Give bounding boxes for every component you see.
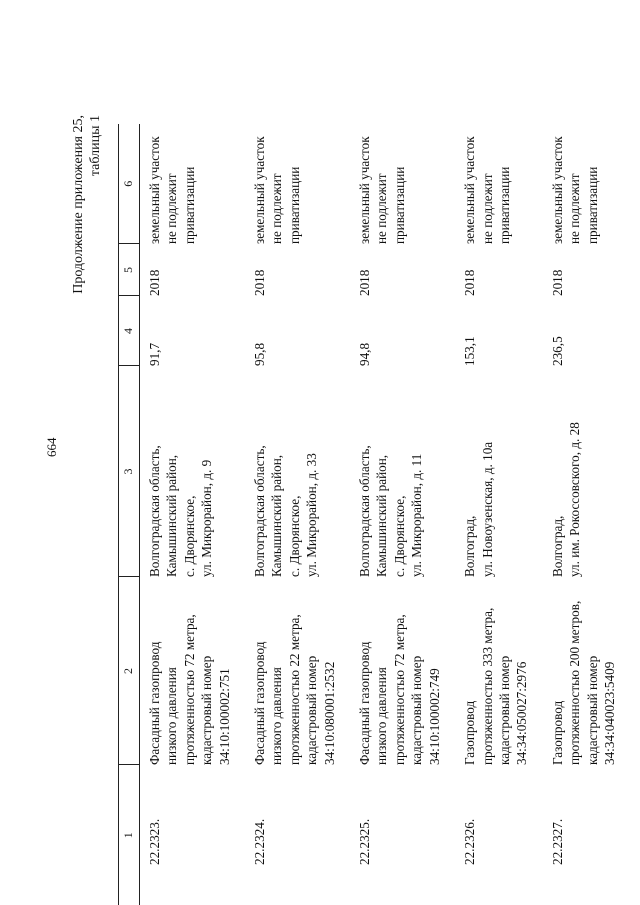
table-body <box>140 124 631 905</box>
object-name-line: низкого давления <box>269 667 285 765</box>
column-header-5: 5 <box>119 244 140 296</box>
object-name-line: низкого давления <box>164 667 180 765</box>
object-name-line: Фасадный газопровод <box>252 641 268 765</box>
note-line: приватизации <box>181 166 197 244</box>
note-line: не подлежит <box>164 173 180 244</box>
year-cell: 2018 <box>549 269 565 296</box>
object-name-line: низкого давления <box>374 667 390 765</box>
column-header-4: 4 <box>119 296 140 366</box>
object-name-line: протяженностью 72 метра, <box>181 614 197 765</box>
year-cell: 2018 <box>252 269 268 296</box>
object-name-line: кадастровый номер <box>199 655 215 765</box>
year-cell: 2018 <box>357 269 373 296</box>
note-line: не подлежит <box>567 173 583 244</box>
page-number: 664 <box>44 437 59 457</box>
note-line: земельный участок <box>462 136 478 244</box>
object-name-line: протяженностью 200 метров, <box>567 600 583 765</box>
row-number-cell: 22.2327. <box>549 818 565 865</box>
address-cell <box>140 366 246 577</box>
object-name-line: 34:10:080001:2532 <box>321 661 337 765</box>
note-line: приватизации <box>391 166 407 244</box>
address-line: ул. Микрорайон, д. 33 <box>304 453 320 577</box>
row-number-cell: 22.2326. <box>462 818 478 865</box>
address-cell <box>455 366 543 577</box>
object-name-cell <box>350 577 455 765</box>
address-line: ул. Микрорайон, д. 11 <box>409 453 425 577</box>
address-line: ул. им. Рокоссовского, д. 28 <box>567 422 583 577</box>
object-name-line: протяженностью 333 метра, <box>479 607 495 765</box>
object-name-line: протяженностью 72 метра, <box>391 614 407 765</box>
object-name-line: Газопровод <box>549 700 565 765</box>
address-line: Волгоградская область, <box>357 445 373 577</box>
object-name-line: 34:34:050027:2976 <box>514 661 530 765</box>
value-cell: 236,5 <box>549 336 565 366</box>
value-cell: 95,8 <box>252 342 268 366</box>
object-name-line: кадастровый номер <box>584 655 600 765</box>
object-name-line: кадастровый номер <box>409 655 425 765</box>
note-line: земельный участок <box>357 136 373 244</box>
note-cell <box>245 124 350 244</box>
address-line: с. Дворянское, <box>391 495 407 577</box>
table-row <box>350 124 455 905</box>
row-number-cell: 22.2323. <box>147 818 162 865</box>
address-line: с. Дворянское, <box>181 495 197 577</box>
address-cell <box>543 366 631 577</box>
column-header-2: 2 <box>119 577 140 765</box>
property-table <box>118 124 630 905</box>
object-name-cell <box>543 577 631 765</box>
address-line: Камышинский район, <box>164 454 180 577</box>
note-cell <box>455 124 543 244</box>
column-header-1: 1 <box>119 765 140 905</box>
object-name-line: Фасадный газопровод <box>147 641 162 765</box>
address-line: Камышинский район, <box>269 454 285 577</box>
continuation-line-1: Продолжение приложения 25, <box>71 115 86 294</box>
table-header-row <box>119 124 140 905</box>
object-name-line: 34:10:100002:751 <box>216 668 232 765</box>
continuation-line-2: таблицы 1 <box>88 115 103 177</box>
year-cell: 2018 <box>147 269 162 296</box>
object-name-line: протяженностью 22 метра, <box>286 614 302 765</box>
object-name-line: Фасадный газопровод <box>357 641 373 765</box>
table-row <box>543 124 631 905</box>
object-name-cell <box>455 577 543 765</box>
continuation-note <box>70 115 104 315</box>
value-cell: 94,8 <box>357 342 373 366</box>
address-line: с. Дворянское, <box>286 495 302 577</box>
address-line: Камышинский район, <box>374 454 390 577</box>
address-line: ул. Микрорайон, д. 9 <box>199 459 215 577</box>
note-line: приватизации <box>496 166 512 244</box>
address-cell <box>245 366 350 577</box>
address-line: Волгоградская область, <box>252 445 268 577</box>
column-header-3: 3 <box>119 366 140 577</box>
note-line: земельный участок <box>147 136 162 244</box>
table-row <box>455 124 543 905</box>
column-header-6: 6 <box>119 124 140 244</box>
address-line: Волгоград, <box>549 515 565 577</box>
address-line: ул. Новоузенская, д. 10а <box>479 441 495 577</box>
object-name-line: Газопровод <box>462 700 478 765</box>
object-name-line: 34:10:100002:749 <box>426 668 442 765</box>
note-line: не подлежит <box>479 173 495 244</box>
object-name-line: кадастровый номер <box>496 655 512 765</box>
object-name-cell <box>245 577 350 765</box>
object-name-line: кадастровый номер <box>304 655 320 765</box>
note-cell <box>350 124 455 244</box>
note-line: не подлежит <box>269 173 285 244</box>
note-line: приватизации <box>286 166 302 244</box>
value-cell: 91,7 <box>147 342 162 366</box>
note-line: земельный участок <box>252 136 268 244</box>
note-cell <box>140 124 246 244</box>
address-cell <box>350 366 455 577</box>
address-line: Волгоградская область, <box>147 445 162 577</box>
table-row <box>140 124 246 905</box>
note-line: земельный участок <box>549 136 565 244</box>
table-row <box>245 124 350 905</box>
object-name-line: 34:34:040023:5409 <box>601 661 617 765</box>
note-line: приватизации <box>584 166 600 244</box>
value-cell: 153,1 <box>462 336 478 366</box>
object-name-cell <box>140 577 246 765</box>
address-line: Волгоград, <box>462 515 478 577</box>
note-line: не подлежит <box>374 173 390 244</box>
row-number-cell: 22.2324. <box>252 818 268 865</box>
note-cell <box>543 124 631 244</box>
row-number-cell: 22.2325. <box>357 818 373 865</box>
year-cell: 2018 <box>462 269 478 296</box>
